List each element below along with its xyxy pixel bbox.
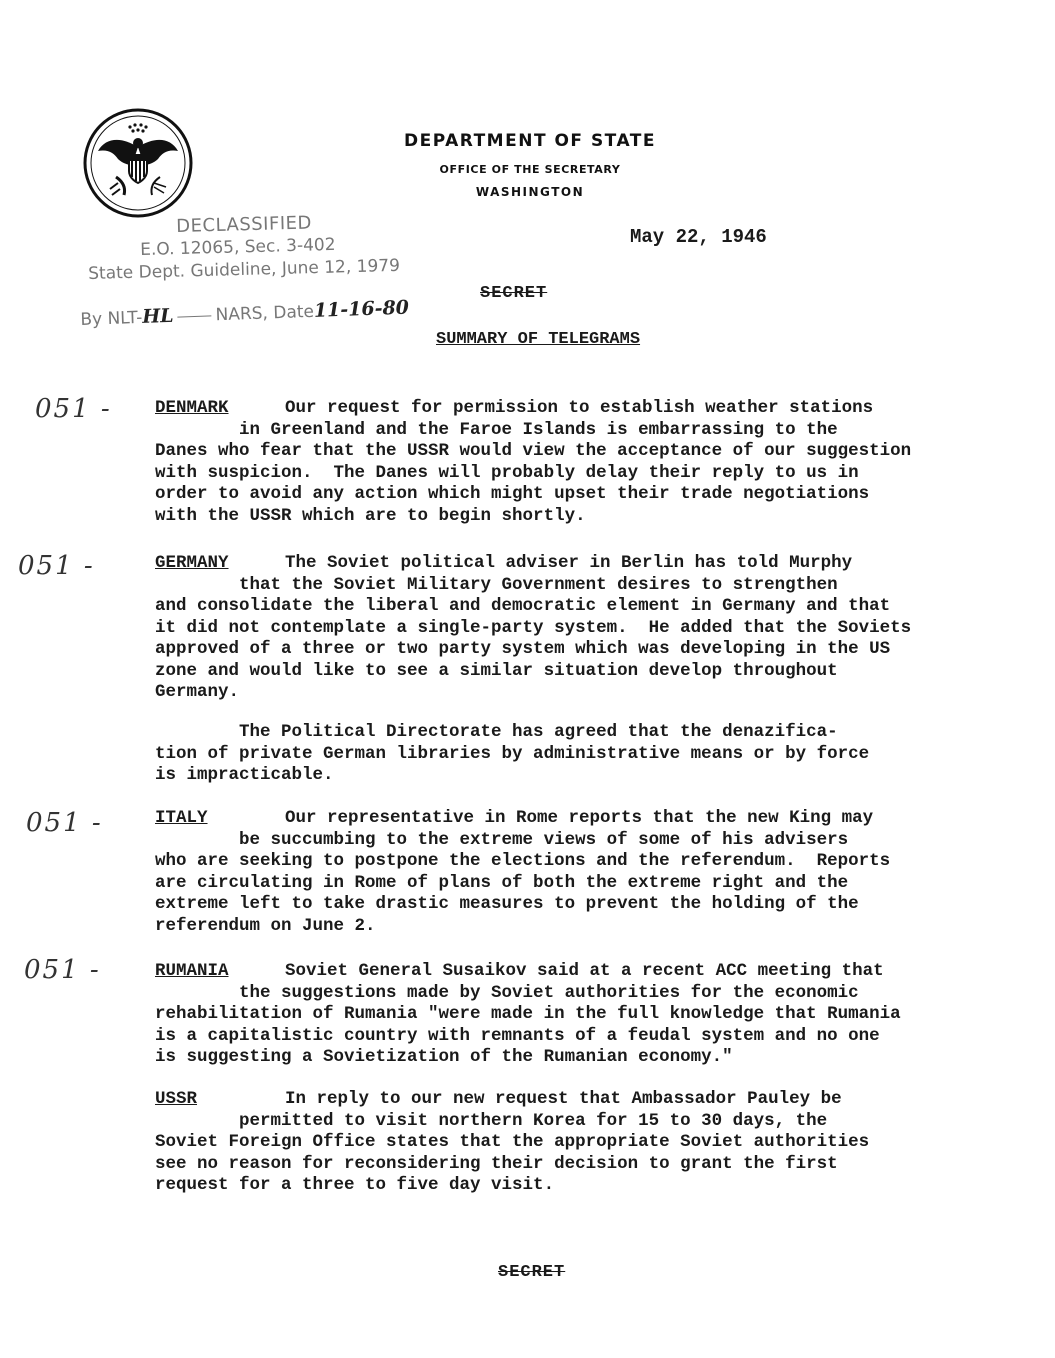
entry-line: are circulating in Rome of plans of both the extreme right and the bbox=[155, 872, 849, 893]
entry-line: rehabilitation of Rumania "were made in the full knowledge that Rumania bbox=[155, 1004, 901, 1024]
entry-germany-paragraph-2 bbox=[155, 722, 945, 787]
entry-line: with the USSR which are to begin shortly. bbox=[155, 505, 586, 526]
entry-line: Danes who fear that the USSR would view the acceptance of our suggestion bbox=[155, 441, 912, 461]
entry-line: is impracticable. bbox=[155, 765, 334, 785]
entry-line: Our request for permission to establish weather stations bbox=[285, 398, 874, 418]
authority-label: By NLT- bbox=[80, 307, 143, 330]
country-heading-italy: ITALY bbox=[155, 808, 208, 828]
department-heading: DEPARTMENT OF STATE bbox=[403, 131, 657, 151]
entry-line: approved of a three or two party system which was developing in the US bbox=[155, 639, 891, 659]
margin-note-rumania: 051 - bbox=[24, 955, 101, 985]
entry-line: and consolidate the liberal and democratic element in Germany and that bbox=[155, 596, 891, 616]
entry-line: Our representative in Rome reports that the new King may bbox=[285, 808, 874, 828]
entry-line: referendum on June 2. bbox=[155, 915, 376, 936]
nars-date: 11-16-80 bbox=[313, 296, 410, 322]
entry-line: is suggesting a Sovietization of the Rumanian economy." bbox=[155, 1047, 733, 1067]
department-seal-icon bbox=[82, 107, 194, 219]
executive-order-stamp: E.O. 12065, Sec. 3-402 bbox=[140, 234, 336, 260]
entry-line: who are seeking to postpone the elections and the referendum. Reports bbox=[155, 851, 891, 871]
guideline-stamp: State Dept. Guideline, June 12, 1979 bbox=[88, 255, 401, 284]
entry-ussr bbox=[155, 1089, 945, 1197]
entry-line: zone and would like to see a similar situation develop throughout bbox=[155, 660, 838, 681]
entry-line: see no reason for reconsidering their decision to grant the first bbox=[155, 1153, 838, 1174]
entry-line: in Greenland and the Faroe Islands is embarrassing to the bbox=[155, 419, 838, 440]
margin-note-italy: 051 - bbox=[26, 808, 103, 838]
declassified-stamp: DECLASSIFIED bbox=[176, 212, 313, 237]
office-subheading: OFFICE OF THE SECRETARY bbox=[439, 163, 621, 176]
country-heading-ussr: USSR bbox=[155, 1089, 198, 1109]
document-title: SUMMARY OF TELEGRAMS bbox=[436, 330, 641, 349]
entry-line: In reply to our new request that Ambassador Pauley be bbox=[285, 1089, 842, 1109]
entry-line: that the Soviet Military Government desires to strengthen bbox=[155, 574, 838, 595]
authority-stamp bbox=[80, 297, 409, 330]
entry-line: with suspicion. The Danes will probably delay their reply to us in bbox=[155, 462, 859, 483]
entry-line: Soviet Foreign Office states that the appropriate Soviet authorities bbox=[155, 1132, 870, 1152]
entry-line: permitted to visit northern Korea for 15 to 30 days, the bbox=[155, 1110, 828, 1131]
entry-line: The Soviet political adviser in Berlin has told Murphy bbox=[285, 553, 853, 573]
entry-italy bbox=[155, 808, 945, 937]
document-date: May 22, 1946 bbox=[630, 226, 767, 248]
country-heading-denmark: DENMARK bbox=[155, 398, 229, 418]
country-heading-rumania: RUMANIA bbox=[155, 961, 229, 981]
entry-line: order to avoid any action which might upset their trade negotiations bbox=[155, 484, 870, 504]
entry-germany bbox=[155, 553, 945, 704]
entry-line: Soviet General Susaikov said at a recent ACC meeting that bbox=[285, 961, 884, 981]
nars-label: NARS, Date bbox=[215, 301, 315, 326]
entry-line: tion of private German libraries by administrative means or by force bbox=[155, 743, 870, 764]
entry-line: be succumbing to the extreme views of some of his advisers bbox=[155, 829, 849, 850]
entry-line: it did not contemplate a single-party system. He added that the Soviets bbox=[155, 617, 912, 638]
entry-line: extreme left to take drastic measures to prevent the holding of the bbox=[155, 894, 859, 914]
entry-line: The Political Directorate has agreed that the denazifica- bbox=[155, 722, 838, 742]
entry-line: is a capitalistic country with remnants of a feudal system and no one bbox=[155, 1025, 880, 1046]
entry-denmark bbox=[155, 398, 945, 527]
margin-note-denmark: 051 - bbox=[35, 394, 112, 424]
entry-line: the suggestions made by Soviet authorities for the economic bbox=[155, 982, 859, 1003]
entry-line: Germany. bbox=[155, 682, 240, 702]
country-heading-germany: GERMANY bbox=[155, 553, 229, 573]
classification-marking-top: SECRET bbox=[480, 284, 548, 303]
margin-note-germany: 051 - bbox=[18, 551, 95, 581]
entry-rumania bbox=[155, 961, 945, 1069]
authority-initials: HL bbox=[141, 304, 174, 328]
city-subheading: WASHINGTON bbox=[475, 185, 585, 199]
entry-line: request for a three to five day visit. bbox=[155, 1175, 555, 1195]
classification-marking-bottom: SECRET bbox=[498, 1263, 566, 1282]
